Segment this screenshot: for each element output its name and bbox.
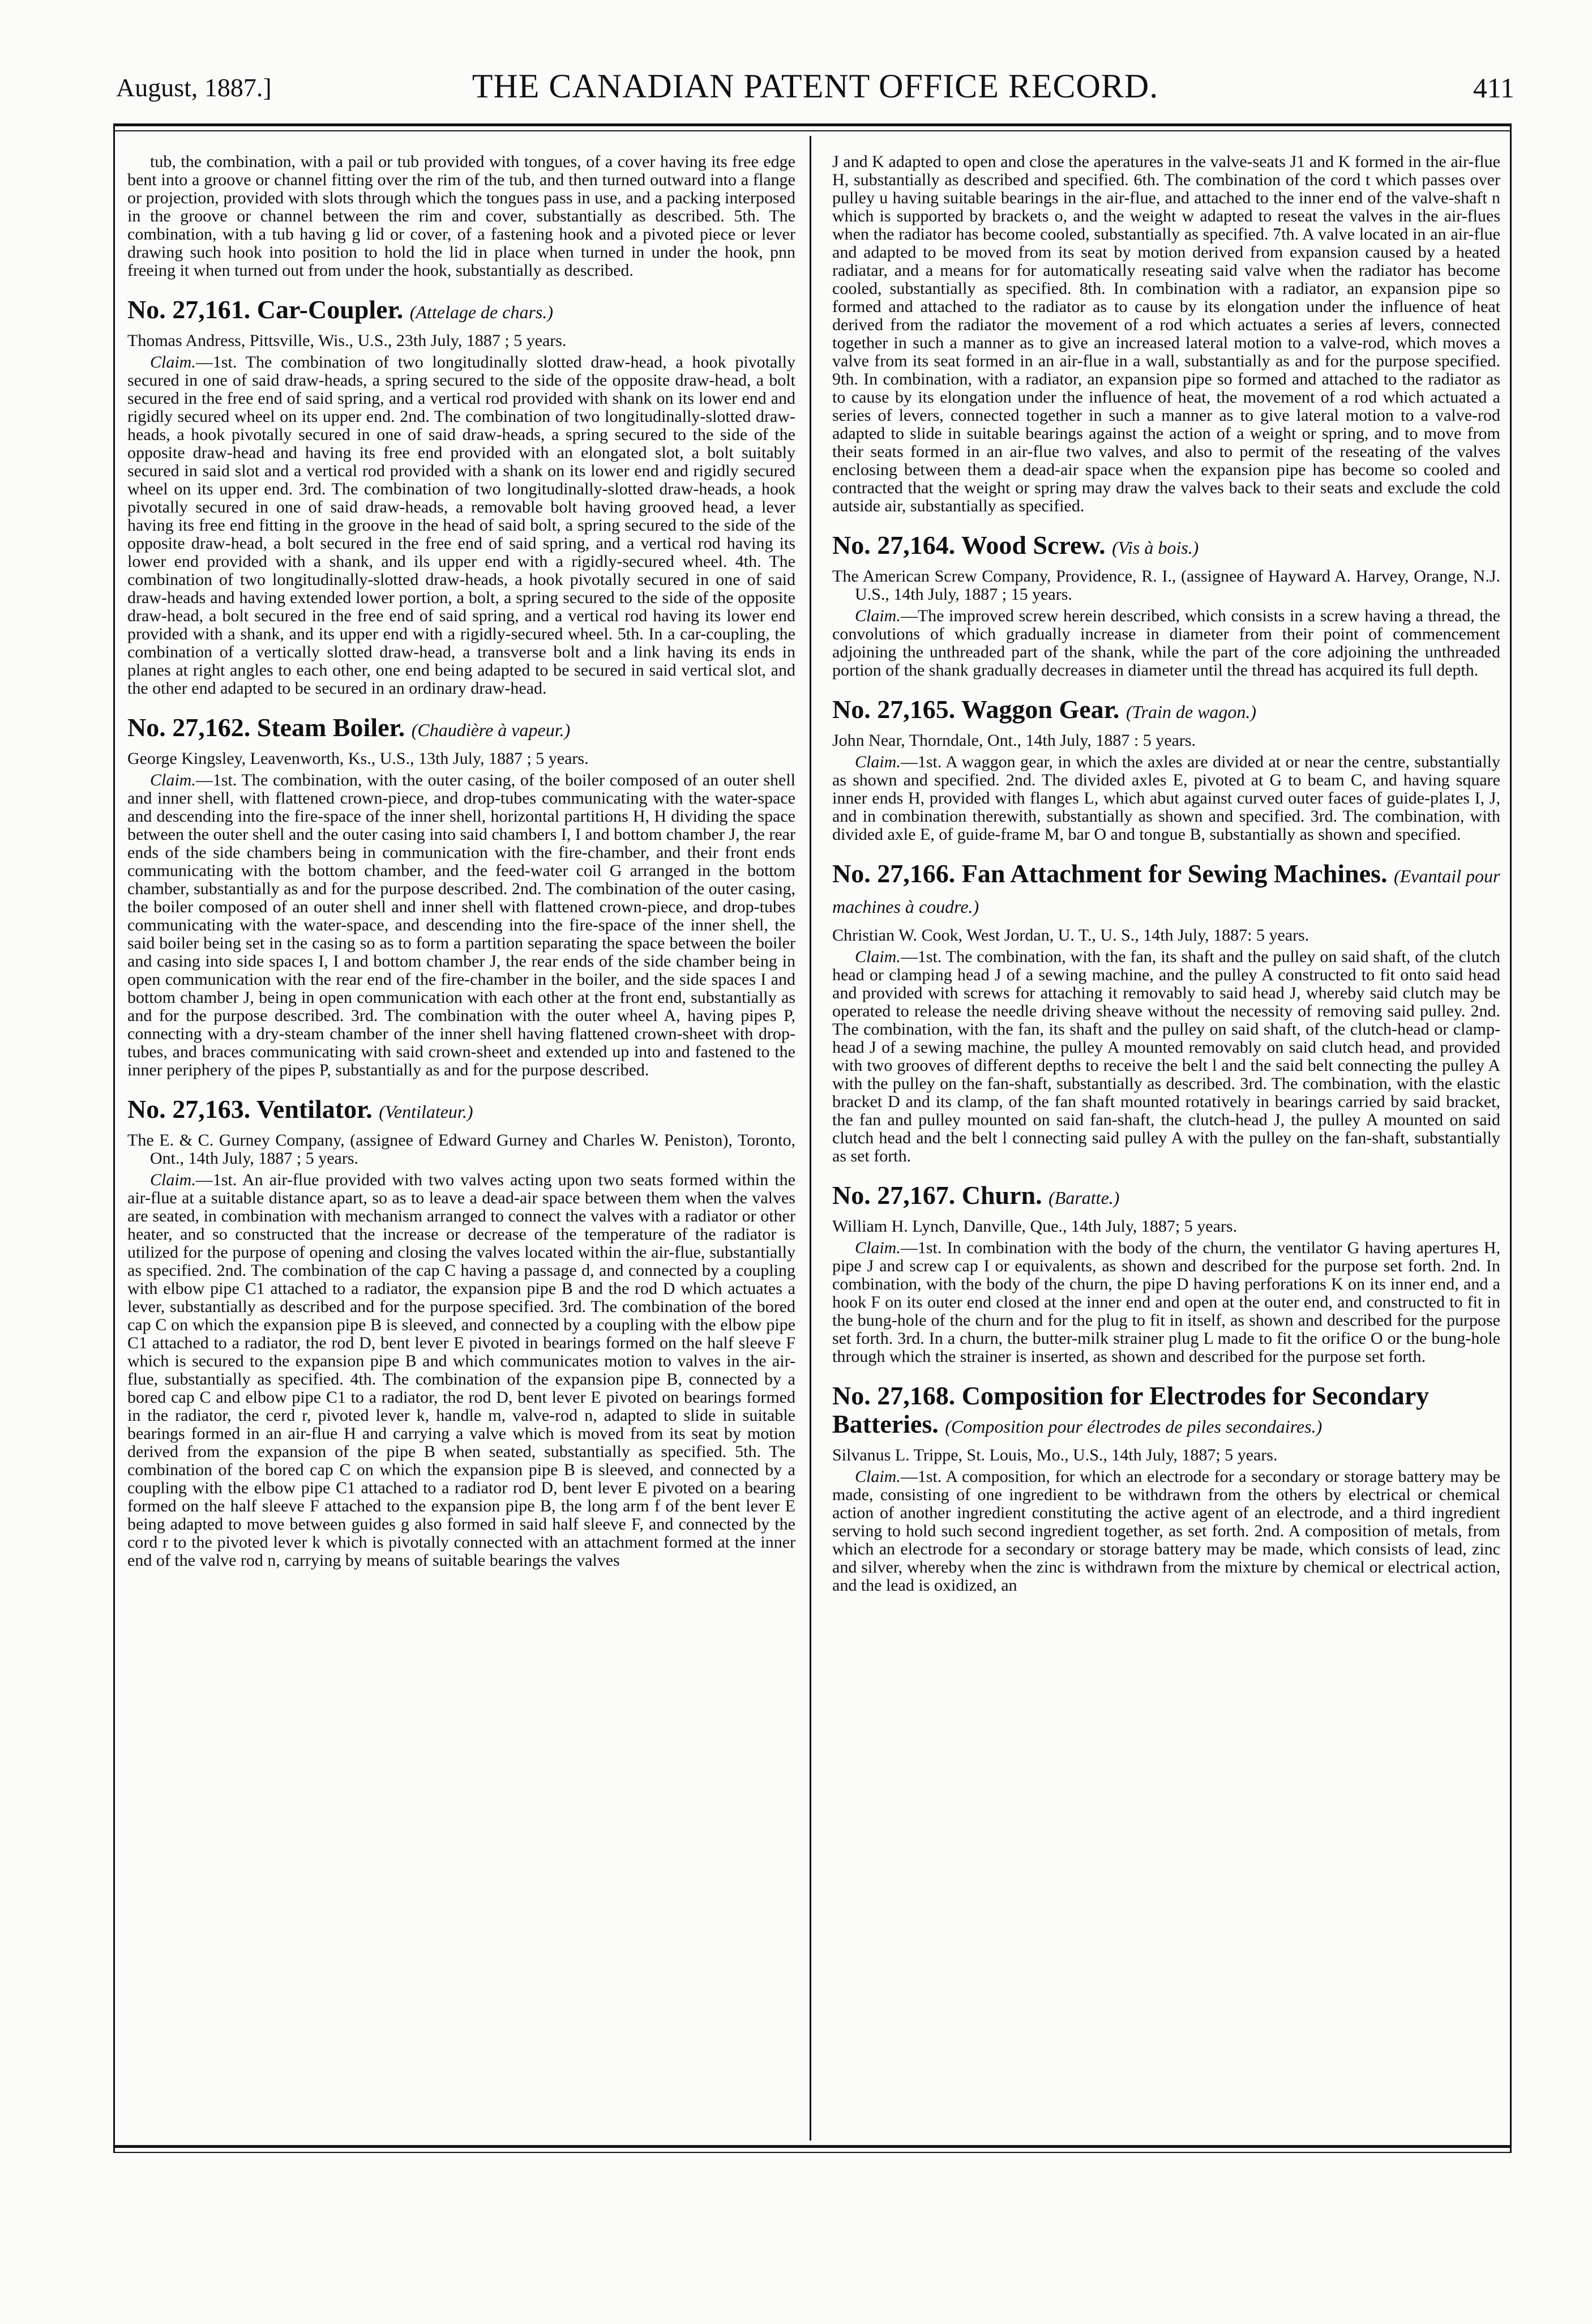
- patentee: The American Screw Company, Providence, R. I., (assignee of Hayward A. Harvey, Orange, N.J. U.S., 14th July, 1887 ; 15 years.: [832, 567, 1500, 604]
- bottom-rule: [113, 2145, 1512, 2148]
- entry-heading: [832, 860, 1500, 921]
- claim-body: —1st. An air-flue provided with two valves acting upon two seats formed within the air-flue at a suitable distance apart, so as to leave a dead-air space between them when the valves are seated, in combination with mechanism arranged to connect the valves with a radiator or other heater, and so constructed that the increase or decrease of the temperature of the radiator is utilized for the purpose of opening and closing the valves located within the air-flue, substantially as specified. 2nd. The combination of the cap C having a passage d, and connected by a coupling with elbow pipe C1 attached to a radiator, the expansion pipe B and the rod D which actuates a lever, substantially as described and for the purpose specified. 3rd. The combination of the bored cap C on which the expansion pipe B is sleeved, and connected by a coupling with the elbow pipe C1 attached to a radiator, the rod D, bent lever E pivoted in bearings formed on the half sleeve F which is secured to the expansion pipe B and which communicates motion to valves in the air-flue, substantially as specified. 4th. The combination of the expansion pipe B, connected by a bored cap C and elbow pipe C1 to a radiator, the rod D, bent lever E pivoted on bearings formed in the radiator, the cerd r, pivoted lever k, handle m, valve-rod n, adapted to slide in suitable bearings formed in an air-flue H and carrying a valve which is moved from its seat by motion derived from the expansion of the pipe B when seated, substantially as specified. 5th. The combination of the bored cap C on which the expansion pipe B is sleeved, and connected by a coupling with the elbow pipe C1 attached to a radiator rod D, bent lever E pivoted on a bearing formed on the half sleeve F attached to the expansion pipe B, the long arm f of the bent lever E being adapted to move between guides g also formed in said half sleeve F, and connected by the cord r to the pivoted lever k which is pivotally connected with an attachment formed at the inner end of the valve rod n, carrying by means of suitable bearings the valves: [127, 1170, 795, 1570]
- entry-heading: [127, 1095, 795, 1126]
- claim-label: Claim.: [855, 753, 901, 771]
- frame-right: [1510, 123, 1512, 2153]
- claim-body: —1st. The combination of two longitudinally slotted draw-head, a hook pivotally secured in one of said draw-heads, a spring secured to the side of the opposite draw-head, a bolt secured in the free end of said spring, and a vertical rod provided with shank on its lower end and rigidly secured wheel on its upper end. 2nd. The combination of two longitudinally-slotted draw-heads, a hook pivotally secured in one of said draw-heads, a spring secured to the side of the opposite draw-head and having its free end provided with an elongated slot, a bolt suitably secured in said slot and a vertical rod provided with a shank on its lower end and rigidly secured wheel on its upper end. 3rd. The combination of two longitudinally-slotted draw-heads, a hook pivotally secured in one of said draw-heads, a removable bolt having grooved head, a lever having its free end fitting in the groove in the head of said bolt, a spring secured to the side of the opposite draw-head, a bolt secured in the free end of said spring, and a vertical rod having its lower end provided with a shank, and ils upper end with a rigidly-secured wheel. 4th. The combination of two longitudinally-slotted draw-heads, a hook pivotally secured in one of said draw-heads and having extended lower portion, a bolt, a spring secured to the side of the opposite draw-head, a bolt secured in the free end of said spring, and a vertical rod having its lower end provided with a shank, and its upper end with a rigidly-secured wheel. 5th. In a car-coupling, the combination of a vertically slotted draw-head, a transverse bolt and a link having its ends in planes at right angles to each other, one end being adapted to be secured in said vertical slot, and the other end adapted to be secured in an ordinary draw-head.: [127, 353, 795, 698]
- patent-number: No. 27,161.: [127, 295, 251, 324]
- top-rule: [113, 123, 1512, 126]
- patent-title: Wood Screw.: [961, 531, 1106, 559]
- claim-body: —1st. In combination with the body of the churn, the ventilator G having apertures H, pipe J and screw cap I or equivalents, as shown and described for the purpose set forth. 2nd. In combination, with the body of the churn, the pipe D having perforations K on its inner end, and a hook F on its outer end closed at the inner end and open at the outer end, and constructed to fit in the bung-hole of the churn and for the plug to fit in itself, as shown and described for the purpose set forth. 3rd. In a churn, the butter-milk strainer plug L made to fit the orifice O or the bung-hole through which the strainer is inserted, as shown and described for the purpose set forth.: [832, 1238, 1500, 1366]
- claim-text: [832, 1239, 1500, 1366]
- entry-heading: [832, 1181, 1500, 1212]
- page-header: [116, 67, 1514, 112]
- left-column: [127, 153, 795, 1574]
- claim-text: [832, 607, 1500, 680]
- claim-text: [127, 1171, 795, 1570]
- right-column: [832, 153, 1500, 1599]
- top-rule-thin: [113, 130, 1512, 131]
- claim-body: —The improved screw herein described, which consists in a screw having a thread, the convolutions of which gradually increase in diameter from their point of commencement adjoining the unthreaded part of the shank, while the part of the core adjoining the unthreaded portion of the shank gradually decreases in diameter until the thread has acquired its full depth.: [832, 606, 1500, 680]
- french-title: (Baratte.): [1049, 1187, 1120, 1208]
- patent-number: No. 27,165.: [832, 695, 956, 724]
- entry-heading: [832, 695, 1500, 726]
- patent-number: No. 27,167.: [832, 1181, 956, 1210]
- bottom-rule-thin: [113, 2152, 1512, 2153]
- french-title: (Train de wagon.): [1125, 702, 1257, 722]
- issue-date: August, 1887.]: [116, 73, 272, 102]
- claim-label: Claim.: [855, 606, 901, 625]
- patent-number: No. 27,166.: [832, 859, 956, 888]
- entry-heading: [127, 296, 795, 326]
- claim-text: [127, 353, 795, 698]
- claim-label: Claim.: [855, 1467, 901, 1486]
- patent-entry-27161: [127, 296, 795, 698]
- claim-body: —1st. The combination, with the outer casing, of the boiler composed of an outer shell and inner shell, with flattened crown-piece, and drop-tubes communicating with the water-space and descending into the fire-space of the inner shell, horizontal partitions H, H dividing the space between the outer shell and the outer casing into said chambers I, I and bottom chamber J, the rear ends of the side chambers being in communication with the fire-chamber, and their front ends communicating with the bottom chamber, and the feed-water coil G arranged in the bottom chamber, substantially as and for the purpose described. 2nd. The combination of the outer casing, the boiler composed of an outer shell and inner shell with flattened crown-piece, and drop-tubes communicating with the water-space, and descending into the fire-space of the inner shell, the said boiler being set in the casing so as to form a partition separating the space between the boiler and casing into side spaces I, I and bottom chamber J, the rear ends of the side chamber being in open communication with the rear end of the fire-chamber in the boiler, and the side spaces I and bottom chamber J, being in open communication with each other at the front end, substantially as and for the purpose described. 3rd. The combination with the outer wheel A, having pipes P, connecting with a dry-steam chamber of the inner shell having flattened crown-sheet with drop-tubes, and braces communicating with said crown-sheet and extended up into and fastened to the inner periphery of the pipes P, substantially as and for the purpose described.: [127, 771, 795, 1079]
- publication-title: THE CANADIAN PATENT OFFICE RECORD.: [472, 67, 1159, 105]
- claim-label: Claim.: [150, 1170, 196, 1189]
- patentee: Christian W. Cook, West Jordan, U. T., U. S., 14th July, 1887: 5 years.: [832, 926, 1309, 945]
- patentee: Silvanus L. Trippe, St. Louis, Mo., U.S., 14th July, 1887; 5 years.: [832, 1446, 1278, 1464]
- patent-title: Steam Boiler.: [256, 713, 405, 742]
- claim-label: Claim.: [150, 353, 196, 371]
- patent-entry-27165: [832, 695, 1500, 844]
- patent-entry-27167: [832, 1181, 1500, 1366]
- patentee: William H. Lynch, Danville, Que., 14th July, 1887; 5 years.: [832, 1217, 1238, 1236]
- patent-title: Churn.: [961, 1181, 1042, 1210]
- patent-entry-27162: [127, 714, 795, 1079]
- claim-text: [832, 1468, 1500, 1595]
- claim-text: [832, 753, 1500, 844]
- patentee: Thomas Andress, Pittsville, Wis., U.S., 23th July, 1887 ; 5 years.: [127, 331, 567, 350]
- patent-number: No. 27,163.: [127, 1095, 251, 1123]
- patent-title: Composition for Electrodes for Secondary Batteries.: [832, 1381, 1430, 1438]
- patent-entry-27168: [832, 1382, 1500, 1595]
- entry-heading: [832, 531, 1500, 562]
- entry-heading: [832, 1382, 1500, 1441]
- continued-text: tub, the combination, with a pail or tub provided with tongues, of a cover having its free edge bent into a groove or channel fitting over the rim of the tub, and then turned outward into a flange or projection, provided with slots through which the tongues pass in use, and a packing interposed in the groove or channel between the rim and cover, substantially as described. 5th. The combination, with a tub having g lid or cover, of a fastening hook and a pivoted piece or lever drawing such hook into position to hold the lid in place when turned in under the hook, pnn freeing it when turned out from under the hook, substantially as described.: [127, 152, 795, 280]
- frame-left: [113, 123, 115, 2153]
- patentee: The E. & C. Gurney Company, (assignee of Edward Gurney and Charles W. Peniston), Toronto, Ont., 14th July, 1887 ; 5 years.: [127, 1131, 795, 1168]
- patentee: John Near, Thorndale, Ont., 14th July, 1887 : 5 years.: [832, 731, 1196, 750]
- claim-label: Claim.: [855, 947, 901, 966]
- patent-entry-27164: [832, 531, 1500, 680]
- patent-number: No. 27,168.: [832, 1381, 956, 1410]
- patent-title: Ventilator.: [256, 1095, 373, 1123]
- patent-number: No. 27,164.: [832, 531, 956, 559]
- french-title: (Evantail pour machines à coudre.): [832, 866, 1500, 917]
- page-number: 411: [1473, 72, 1514, 104]
- patent-entry-27166: [832, 860, 1500, 1165]
- patent-title: Fan Attachment for Sewing Machines.: [961, 859, 1388, 888]
- french-title: (Ventilateur.): [379, 1101, 473, 1122]
- patent-title: Waggon Gear.: [961, 695, 1120, 724]
- patent-number: No. 27,162.: [127, 713, 251, 742]
- claim-body: —1st. A waggon gear, in which the axles are divided at or near the centre, substantially as shown and specified. 2nd. The divided axles E, pivoted at G to beam C, and having square inner ends H, provided with flanges L, which abut against curved outer faces of guide-plates I, J, and in combination therewith, substantially as shown and specified. 3rd. The combination, with divided axle E, of guide-frame M, bar O and tongue B, substantially as shown and specified.: [832, 753, 1500, 844]
- continued-text: J and K adapted to open and close the aperatures in the valve-seats J1 and K formed in the air-flue H, substantially as described and specified. 6th. The combination of the cord t which passes over pulley u having suitable bearings in the air-flue, and attached to the inner end of the valve-shaft n which is supported by brackets o, and the weight w adapted to reseat the valves in the air-flues when the radiator has become cooled, substantially as specified. 7th. A valve located in an air-flue and adapted to be moved from its seat by motion derived from expansion caused by a heated radiatar, and a means for for automatically reseating said valve when the radiator has become cooled, substantially as specified. 8th. In combination with a radiator, an expansion pipe so formed and attached to the radiator as to cause by its elongation under the influence of heat derived from the radiator the movement of a rod which actuates a series af levers, connected together in such a manner as to give an increased lateral motion to a valve-rod, which moves a valve from its seat formed in an air-flue in a wall, substantially as and for the purpose specified. 9th. In combination, with a radiator, an expansion pipe so formed and attached to the radiator as to cause by its elongation under the influence of heat, the movement of a rod which actuated a series of levers, connected together in such a manner as to give lateral motion to a valve-rod adapted to slide in suitable bearings against the action of a weight or spring, and to move from their seats formed in an air-flue two valves, and also to permit of the reseating of the valves enclosing between them a dead-air space when the expansion pipe has become so cooled and contracted that the weight or spring may draw the valves back to their seats and exclude the cold autside air, substantially as specified.: [832, 152, 1500, 515]
- claim-body: —1st. The combination, with the fan, its shaft and the pulley on said shaft, of the clutch head or clamping head J of a sewing machine, and the pulley A constructed to fit onto said head and provided with screws for attaching it removably to said head J, whereby said clutch may be operated to release the needle driving sheave without the necessity of removing said pulley. 2nd. The combination, with the fan, its shaft and the pulley on said shaft, of the clutch-head or clamp-head J of a sewing machine, the pulley A mounted removably on said clutch head, and provided with two grooves of different depths to receive the belt l and the said belt connecting the pulley A with the pulley on the fan-shaft, substantially as described. 3rd. The combination, with the elastic bracket D and its clamp, of the fan shaft mounted rotatively in bearings carried by said bracket, the fan and pulley mounted on said fan-shaft, the clutch-head J, the pulley A mounted on said clutch head and the belt l connecting said pulley A with the pulley on the fan-shaft, substantially as set forth.: [832, 947, 1500, 1165]
- claim-text: [127, 771, 795, 1079]
- claim-body: —1st. A composition, for which an electrode for a secondary or storage battery may be made, consisting of one ingredient to be withdrawn from the others by electrical or chemical action of another ingredient constituting the active agent of an electrode, and a third ingredient serving to hold such second ingredient together, as set forth. 2nd. A composition of metals, from which an electrode for a secondary or storage battery may be made, which consists of lead, zinc and silver, whereby when the zinc is withdrawn from the mixture by chemical or electrical action, and the lead is oxidized, an: [832, 1467, 1500, 1595]
- french-title: (Attelage de chars.): [409, 302, 554, 322]
- entry-heading: [127, 714, 795, 744]
- french-title: (Chaudière à vapeur.): [411, 720, 571, 740]
- patent-entry-27163: [127, 1095, 795, 1570]
- column-divider: [810, 136, 811, 2141]
- patentee: George Kingsley, Leavenworth, Ks., U.S., 13th July, 1887 ; 5 years.: [127, 749, 589, 768]
- french-title: (Vis à bois.): [1112, 537, 1199, 558]
- claim-label: Claim.: [150, 771, 196, 789]
- french-title: (Composition pour électrodes de piles secondaires.): [945, 1416, 1323, 1437]
- patent-title: Car-Coupler.: [256, 295, 404, 324]
- claim-label: Claim.: [855, 1238, 901, 1257]
- claim-text: [832, 948, 1500, 1165]
